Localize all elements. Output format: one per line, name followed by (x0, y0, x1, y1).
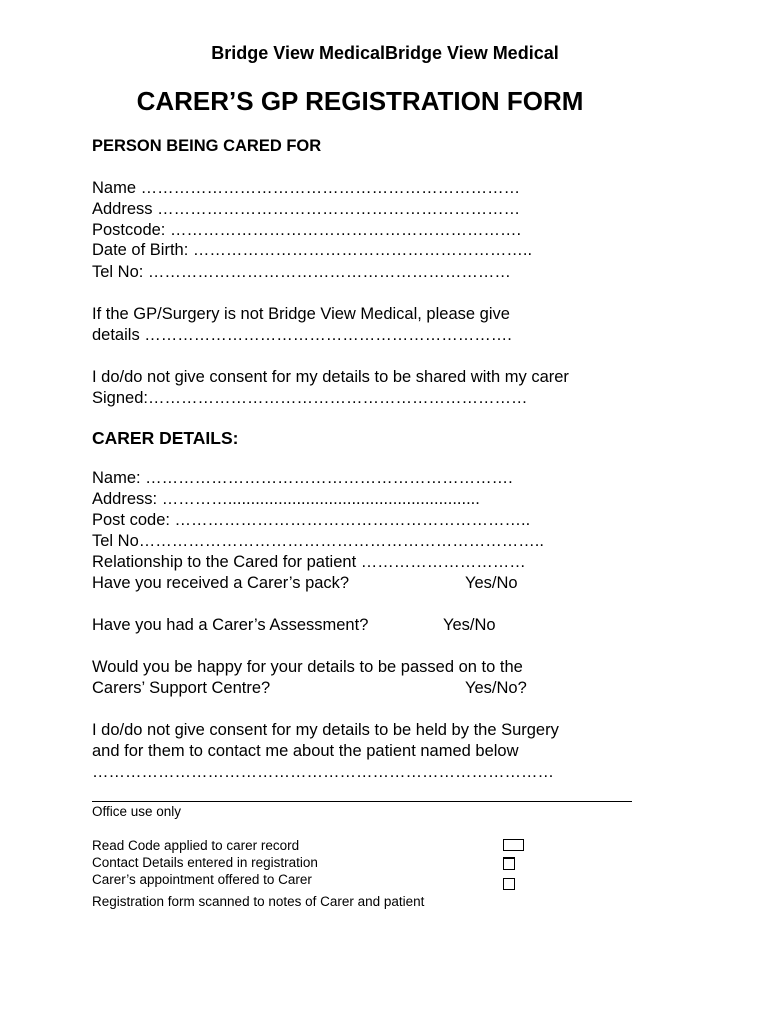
person-cared-for-heading: PERSON BEING CARED FOR (92, 137, 322, 155)
office-item-contact-details: Contact Details entered in registration (92, 855, 318, 870)
carers-pack-answer: Yes/No (465, 574, 518, 592)
support-centre-question-line2: Carers’ Support Centre? (92, 679, 271, 697)
support-centre-question-line1: Would you be happy for your details to be passed on to the (92, 658, 523, 676)
cared-name-field: Name …………………………………………………………… (92, 179, 521, 197)
gp-details-line2: details …………………………………………………………. (92, 326, 512, 344)
office-use-heading: Office use only (92, 804, 182, 819)
form-title: CARER’S GP REGISTRATION FORM (136, 86, 584, 116)
carer-address-field: Address: …………....................................................... (92, 490, 480, 508)
contact-details-checkbox[interactable] (503, 857, 515, 870)
office-item-appointment: Carer’s appointment offered to Carer (92, 872, 312, 887)
cared-consent-statement: I do/do not give consent for my details to be shared with my carer (92, 368, 569, 386)
appointment-checkbox[interactable] (503, 878, 515, 890)
office-section-divider (92, 801, 632, 802)
carer-details-heading: CARER DETAILS: (92, 428, 239, 448)
patient-name-dotted-line: ………………………………………………………………………… (92, 763, 554, 781)
carers-assessment-question: Have you had a Carer’s Assessment? (92, 616, 369, 634)
carer-tel-field: Tel No……………………………………………………………….. (92, 532, 544, 550)
carer-consent-line1: I do/do not give consent for my details to be held by the Surgery (92, 721, 559, 739)
practice-name: Bridge View MedicalBridge View Medical (211, 43, 559, 63)
cared-tel-field: Tel No: ………………………………………………………… (92, 263, 511, 281)
carer-relationship-field: Relationship to the Cared for patient ………………………… (92, 553, 526, 571)
carer-name-field: Name: …………………………………………………………. (92, 469, 513, 487)
carers-pack-question: Have you received a Carer’s pack? (92, 574, 350, 592)
carer-postcode-field: Post code: ……………………………………………………….. (92, 511, 531, 529)
carers-assessment-answer: Yes/No (443, 616, 496, 634)
cared-dob-field: Date of Birth: …………………………………………………….. (92, 241, 533, 259)
gp-details-line1: If the GP/Surgery is not Bridge View Medical, please give (92, 305, 510, 323)
carer-consent-line2: and for them to contact me about the patient named below (92, 742, 519, 760)
cared-signed-field: Signed:…………………………………………………………… (92, 389, 528, 407)
cared-address-field: Address ………………………………………………………… (92, 200, 521, 218)
read-code-checkbox[interactable] (503, 839, 524, 851)
office-item-read-code: Read Code applied to carer record (92, 838, 300, 853)
office-item-form-scanned: Registration form scanned to notes of Carer and patient (92, 894, 425, 909)
support-centre-answer: Yes/No? (465, 679, 527, 697)
cared-postcode-field: Postcode: ………………………………………………………. (92, 221, 522, 239)
